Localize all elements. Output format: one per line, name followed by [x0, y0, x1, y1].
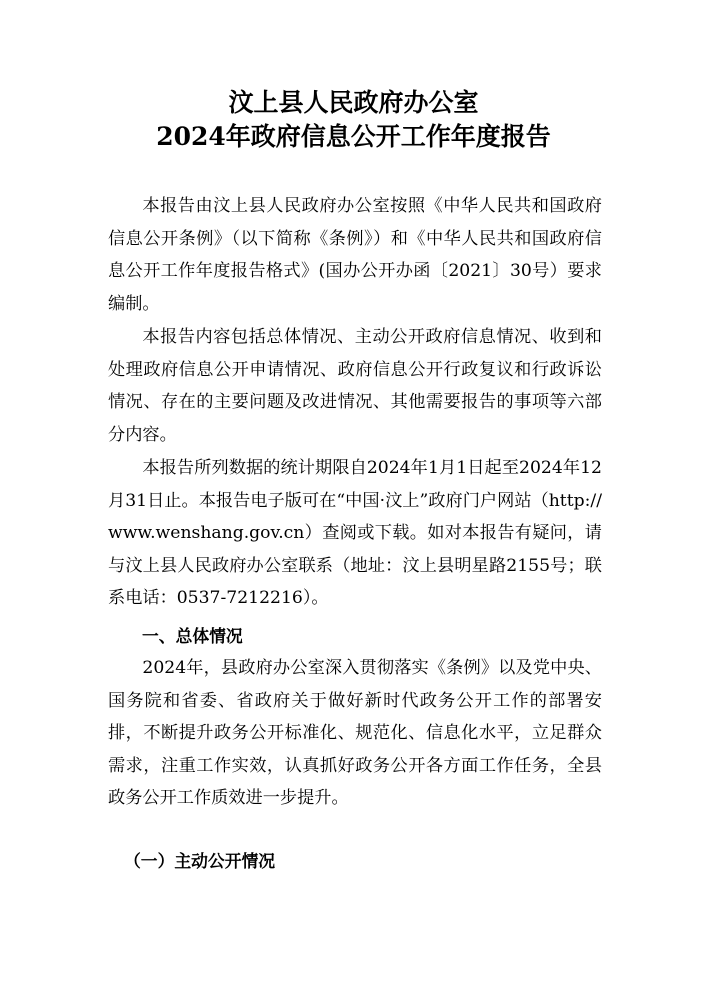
intro-paragraph-1: 本报告由汶上县人民政府办公室按照《中华人民共和国政府信息公开条例》（以下简称《条例》）和《中华人民共和国政府信息公开工作年度报告格式》(国办公开办函〔2021〕30号）要求编制。 [108, 196, 602, 314]
section-heading-overview: 一、总体情况 [142, 626, 243, 646]
intro-paragraph-2: 本报告内容包括总体情况、主动公开政府信息情况、收到和处理政府信息公开申请情况、政府信息公开行政复议和行政诉讼情况、存在的主要问题及改进情况、其他需要报告的事项等六部分内容。 [108, 327, 602, 445]
overview-paragraph: 2024年，县政府办公室深入贯彻落实《条例》以及党中央、国务院和省委、省政府关于做好新时代政务公开工作的部署安排，不断提升政务公开标准化、规范化、信息化水平，立足群众需求，注重工作实效，认真抓好政务公开各方面工作任务，全县政务公开工作质效进一步提升。 [108, 658, 602, 809]
subsection-heading-active-disclosure: （一）主动公开情况 [124, 851, 276, 871]
intro-paragraph-3: 本报告所列数据的统计期限自2024年1月1日起至2024年12月31日止。本报告电子版可在“中国·汶上”政府门户网站（http://www.wenshang.gov.cn）查阅或下载。如对本报告有疑问，请与汶上县人民政府办公室联系（地址：汶上县明星路2155号；联系电话：0537-7212216）。 [108, 458, 602, 609]
document-title-line2: 2024年政府信息公开工作年度报告 [156, 122, 551, 151]
document-title-line1: 汶上县人民政府办公室 [228, 88, 479, 117]
